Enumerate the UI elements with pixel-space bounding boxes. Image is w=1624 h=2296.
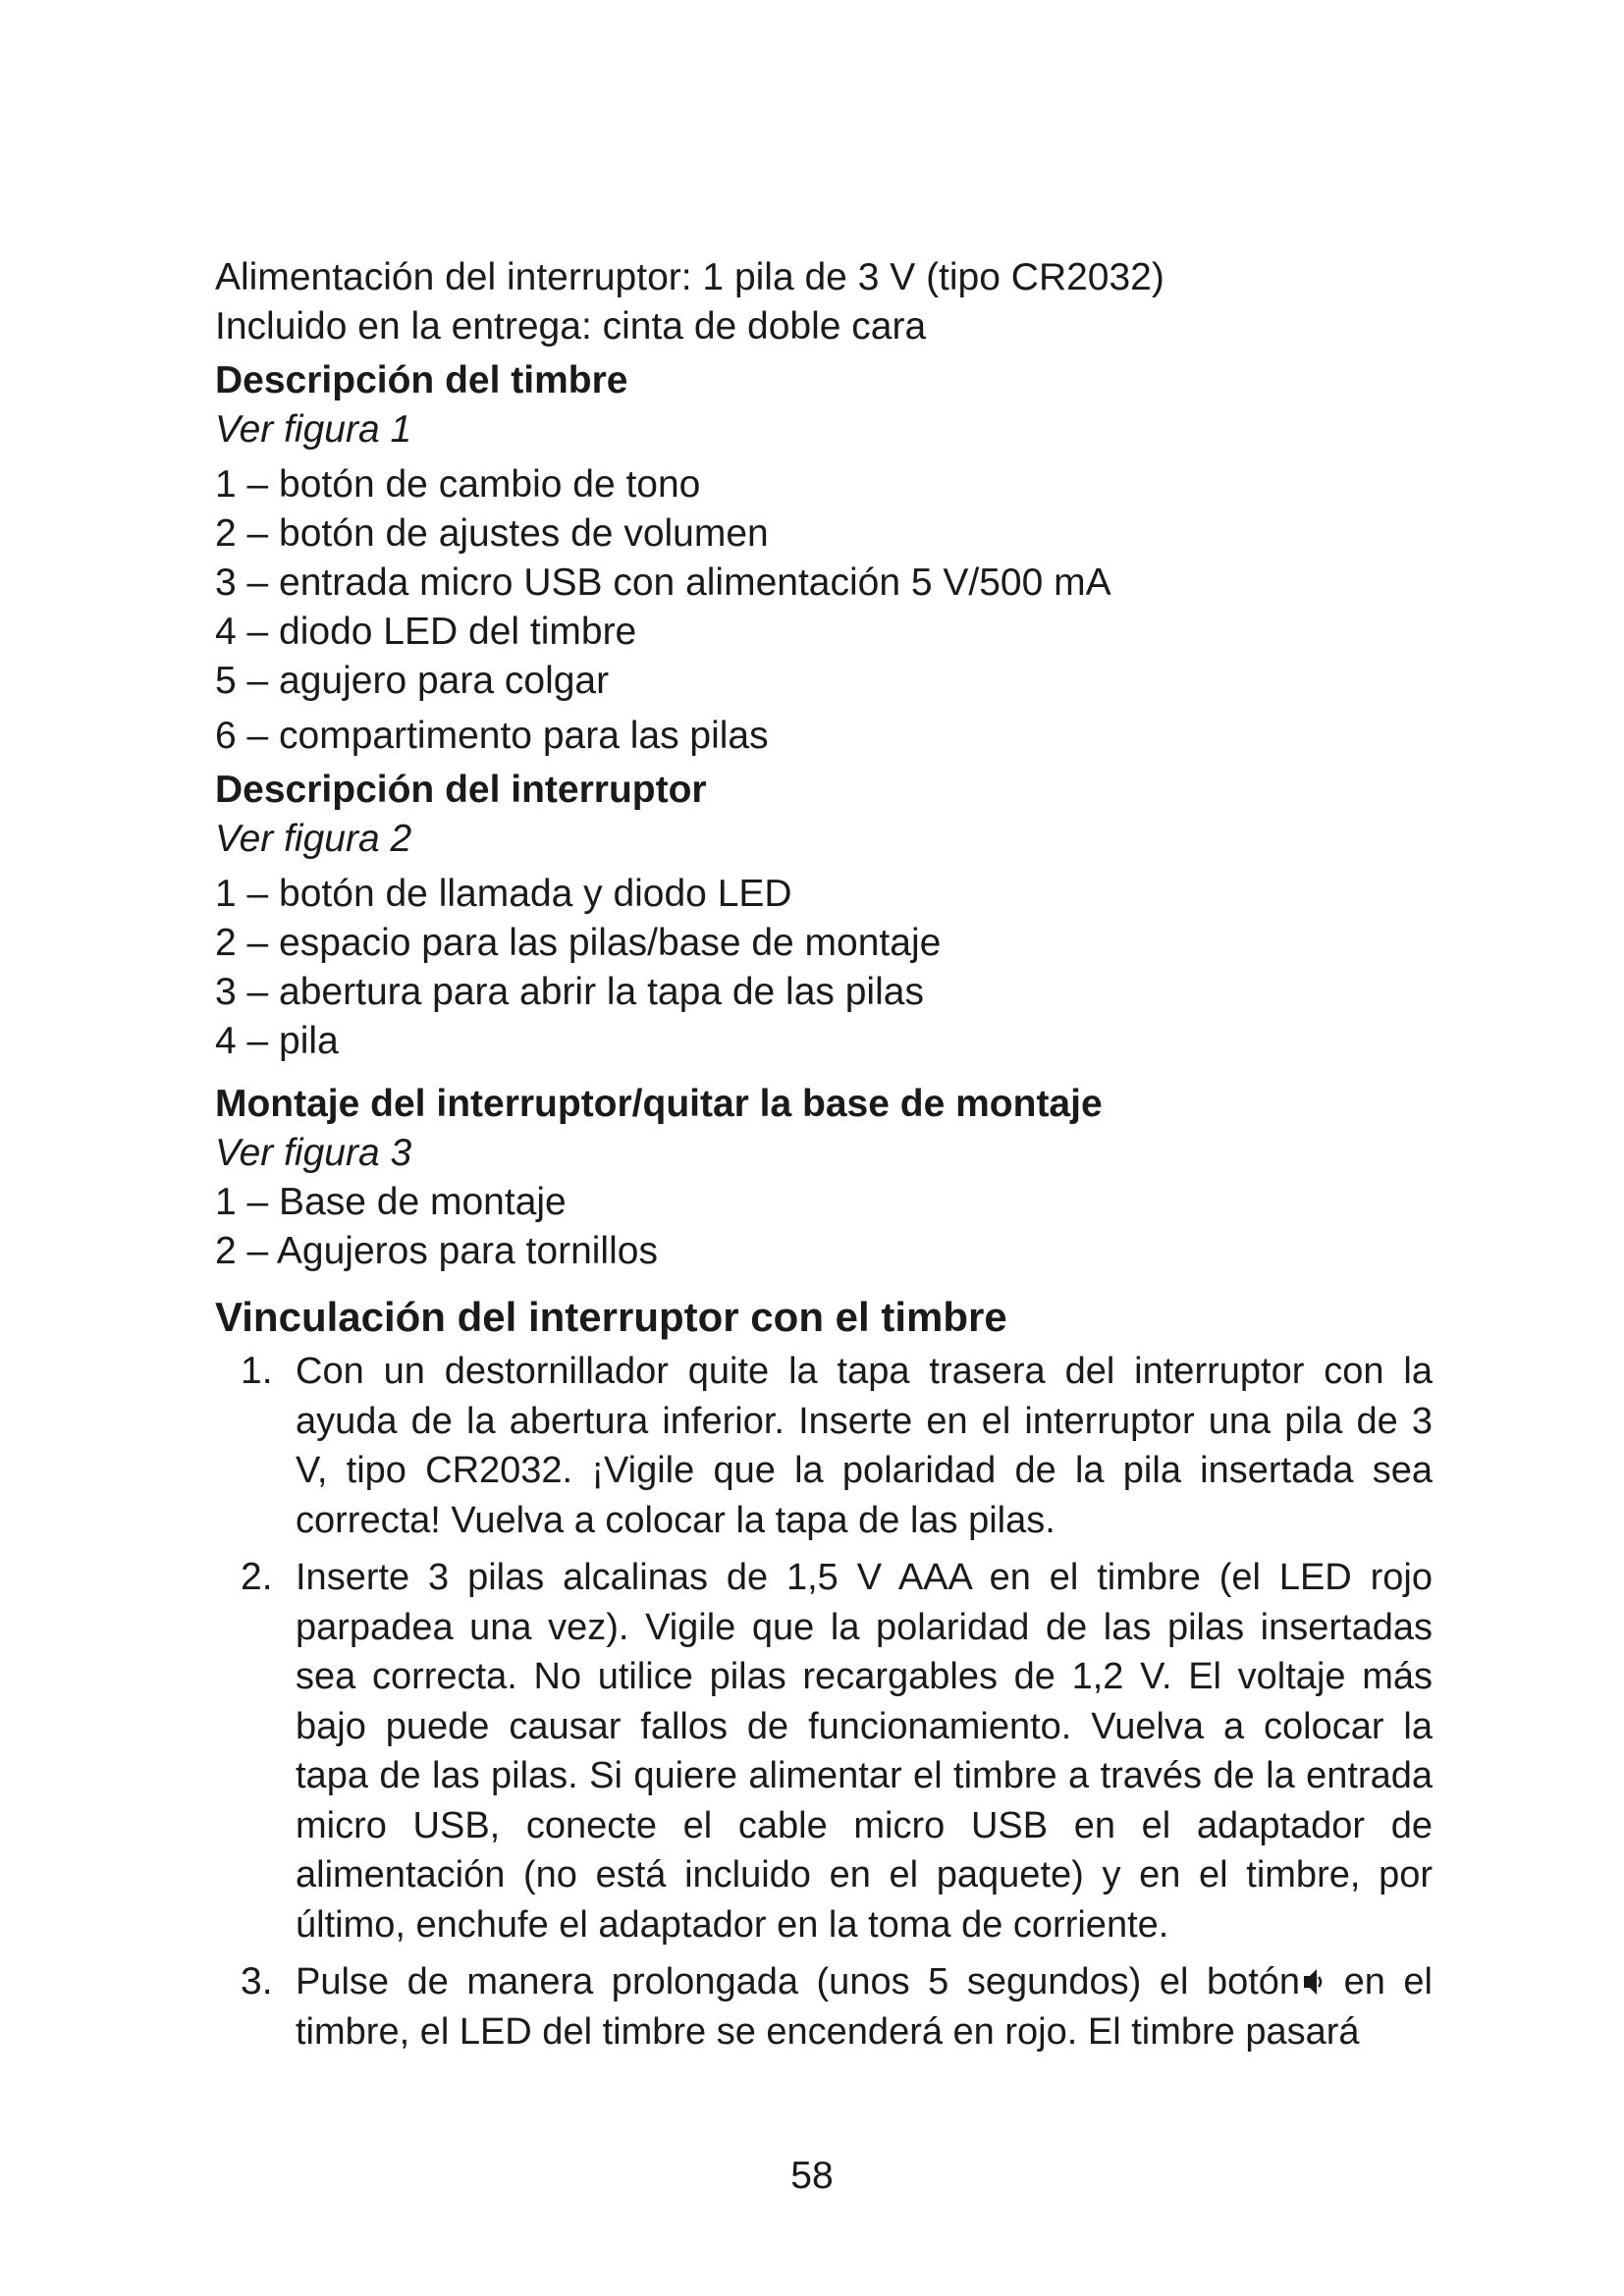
list-item: 4 – pila — [215, 1020, 339, 1062]
section-heading-pairing: Vinculación del interruptor con el timbre — [215, 1294, 1007, 1340]
intro-line: Incluido en la entrega: cinta de doble cara — [215, 305, 927, 347]
list-item: 1 – botón de cambio de tono — [215, 463, 701, 506]
list-item: 1 – botón de llamada y diodo LED — [215, 873, 792, 915]
step-number: 3. — [241, 1960, 273, 2002]
speaker-icon — [1302, 1962, 1324, 1996]
list-item: 4 – diodo LED del timbre — [215, 611, 637, 653]
step-number: 1. — [241, 1350, 273, 1392]
list-item: 2 – Agujeros para tornillos — [215, 1230, 658, 1272]
section-heading-mount: Montaje del interruptor/quitar la base de montaje — [215, 1083, 1103, 1125]
pairing-steps — [215, 1347, 1433, 2056]
step-text-after-icon: en el timbre, el LED del timbre se encenderá en rojo. El timbre pasará — [296, 1961, 1433, 2053]
step-text — [296, 1957, 1433, 2056]
step-number: 2. — [241, 1556, 273, 1598]
list-item: 3 – abertura para abrir la tapa de las pilas — [215, 971, 924, 1013]
list-item: 5 – agujero para colgar — [215, 660, 610, 702]
list-item: 2 – botón de ajustes de volumen — [215, 512, 769, 555]
list-item: 6 – compartimento para las pilas — [215, 715, 769, 757]
figure-ref-1: Ver figura 1 — [215, 408, 412, 451]
figure-ref-3: Ver figura 3 — [215, 1132, 412, 1174]
figure-ref-2: Ver figura 2 — [215, 818, 412, 860]
step-text-before-icon: Pulse de manera prolongada (unos 5 segundos) el botón — [296, 1961, 1301, 2002]
section-heading-switch: Descripción del interruptor — [215, 769, 707, 811]
section-heading-bell: Descripción del timbre — [215, 359, 628, 401]
list-item: 2 – espacio para las pilas/base de montaje — [215, 922, 942, 964]
page-number: 58 — [790, 2155, 834, 2197]
list-item: 3 – entrada micro USB con alimentación 5 V/500 mA — [215, 561, 1111, 604]
manual-page — [215, 253, 1433, 2056]
step-item — [215, 1553, 1433, 1949]
intro-line: Alimentación del interruptor: 1 pila de 3 V (tipo CR2032) — [215, 256, 1164, 298]
step-text: Con un destornillador quite la tapa trasera del interruptor con la ayuda de la abertura inferior. Inserte en el interruptor una pila de 3 V, tipo CR2032. ¡Vigile que la polaridad de la pila insertada sea correcta! Vuelva a colocar la tapa de las pilas. — [296, 1351, 1433, 1541]
step-item — [215, 1347, 1433, 1545]
step-item — [215, 1957, 1433, 2056]
list-item: 1 – Base de montaje — [215, 1181, 567, 1223]
step-text: Inserte 3 pilas alcalinas de 1,5 V AAA en el timbre (el LED rojo parpadea una vez). Vigile que la polaridad de las pilas insertadas sea correcta. No utilice pilas recargables de 1,2 V. El voltaje más bajo puede causar fallos de funcionamiento. Vuelva a colocar la tapa de las pilas. Si quiere alimentar el timbre a través de la entrada micro USB, conecte el cable micro USB en el adaptador de alimentación (no está incluido en el paquete) y en el timbre, por último, enchufe el adaptador en la toma de corriente. — [296, 1557, 1433, 1946]
